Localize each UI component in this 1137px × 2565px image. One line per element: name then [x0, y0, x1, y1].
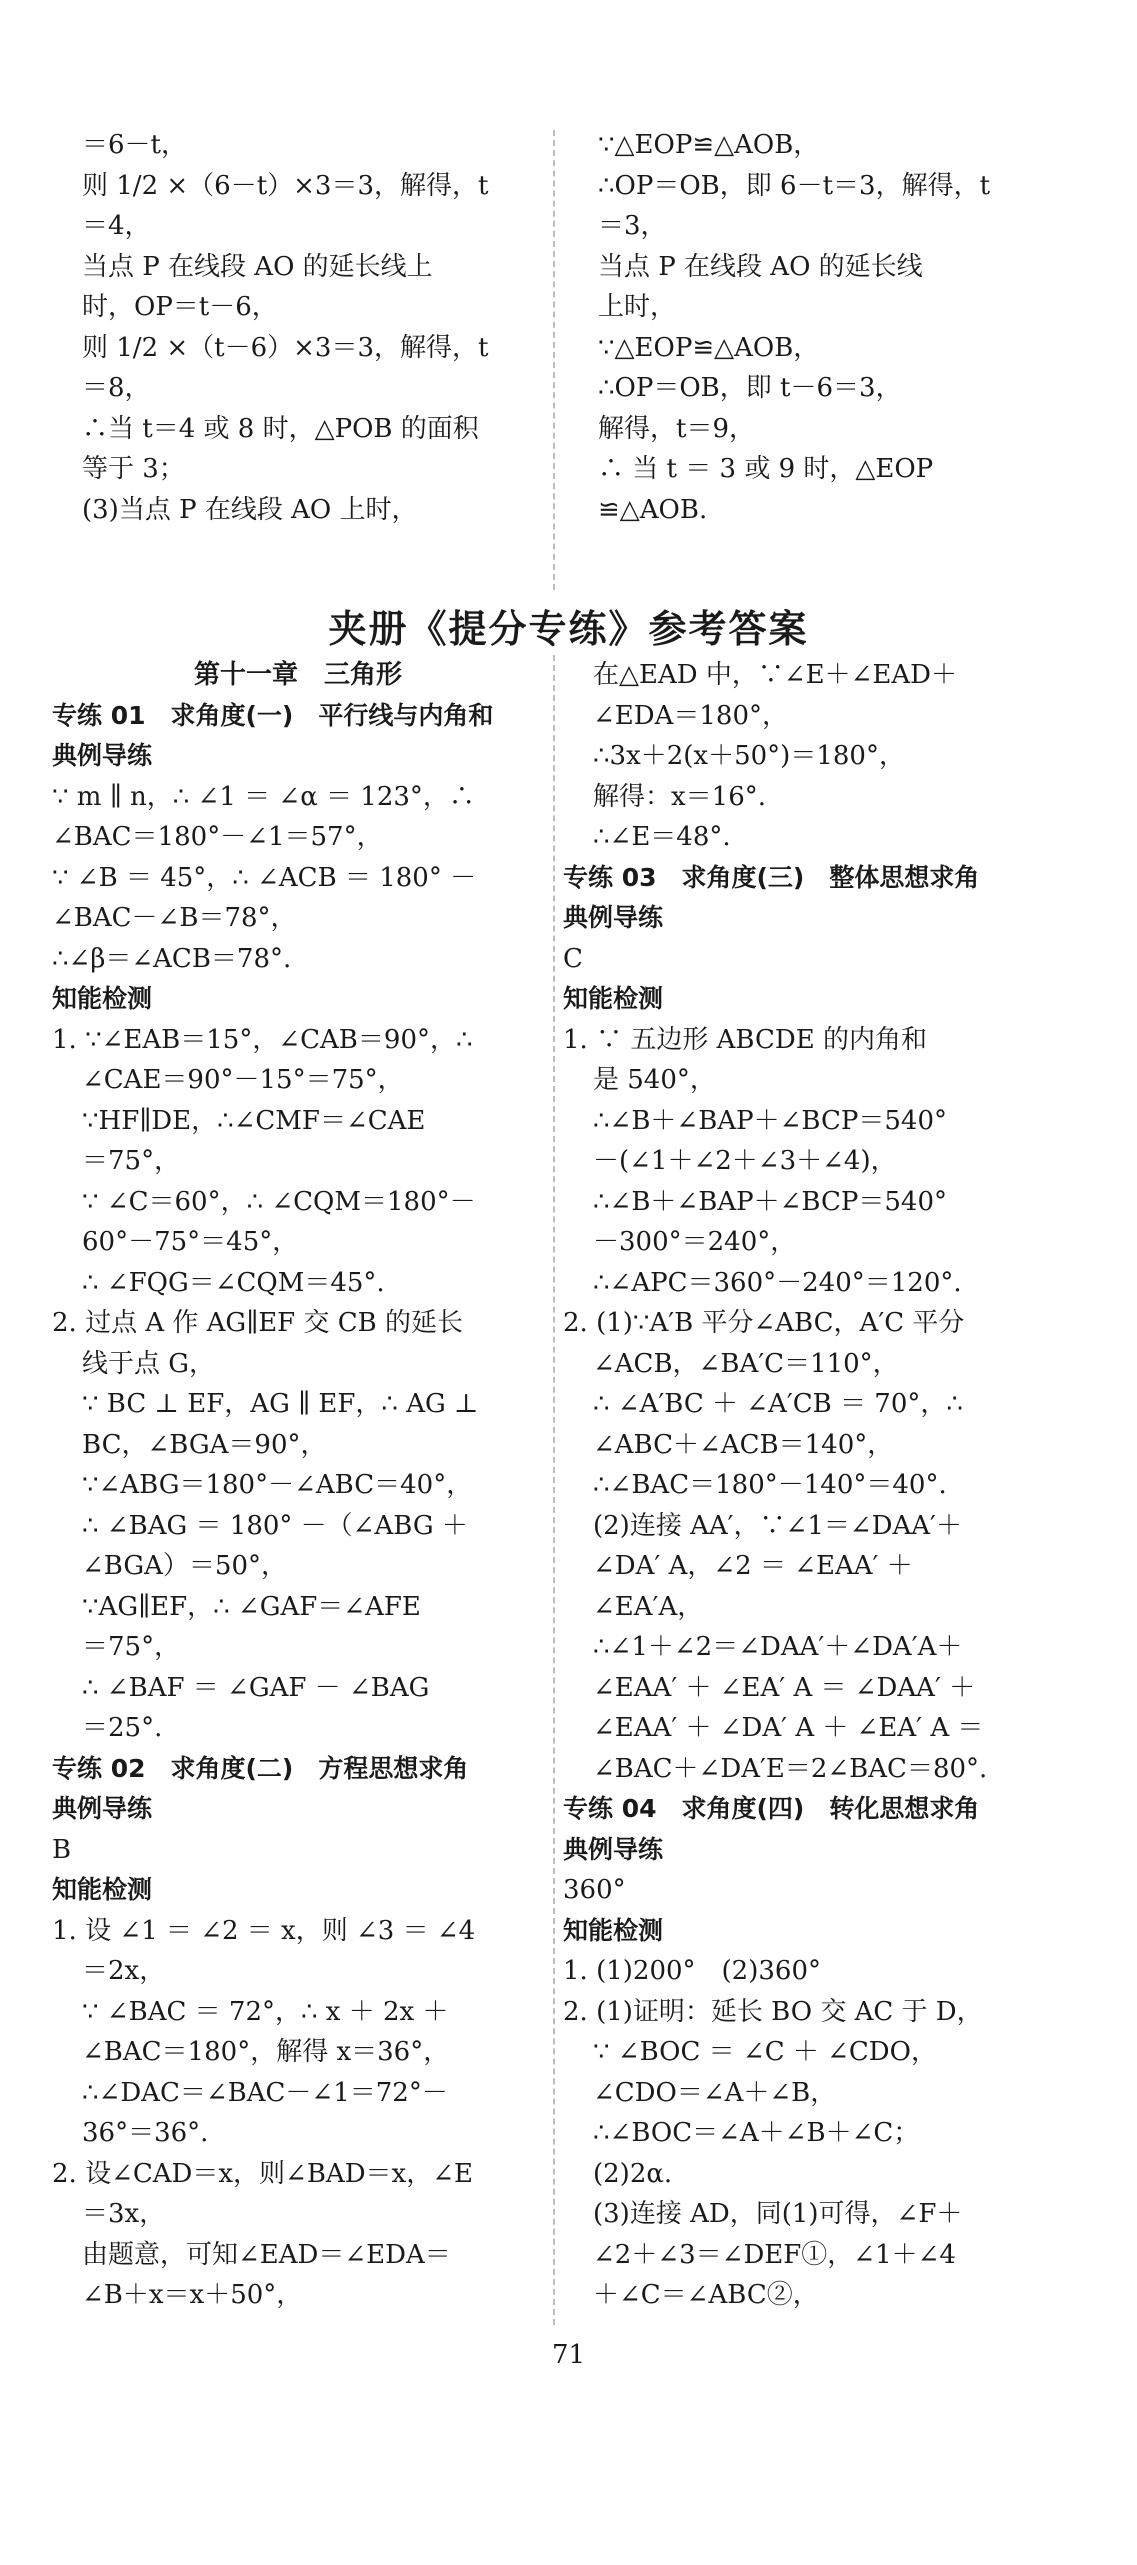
text-line: ∠CDO＝∠A＋∠B， — [593, 2077, 837, 2108]
text-line: 等于 3； — [82, 454, 185, 484]
text-line: ∠EAA′ ＋ ∠EA′ A ＝ ∠DAA′ ＋ — [593, 1672, 976, 1703]
text-line: ∴∠APC＝360°－240°＝120°. — [593, 1267, 962, 1298]
text-line: ∴ ∠BAG ＝ 180° －（∠ABG ＋ — [82, 1510, 468, 1541]
text-line: 1. ∵∠EAB＝15°，∠CAB＝90°，∴ — [52, 1024, 473, 1055]
text-line: ∵ ∠BOC ＝ ∠C ＋ ∠CDO， — [593, 2037, 937, 2067]
text-line: ∠EDA＝180°， — [593, 700, 789, 731]
subsection-heading: 典例导练 — [563, 1834, 664, 1864]
text-line: ∠2＋∠3＝∠DEF①，∠1＋∠4 — [593, 2239, 956, 2270]
text-line: －(∠1＋∠2＋∠3＋∠4)， — [593, 1146, 897, 1176]
text-line: ∴∠BOC＝∠A＋∠B＋∠C； — [593, 2118, 920, 2148]
subsection-heading: 知能检测 — [563, 984, 664, 1013]
text-line: ∴ ∠FQG＝∠CQM＝45°. — [82, 1267, 385, 1298]
text-line: ∴∠1＋∠2＝∠DAA′＋∠DA′A＋ — [593, 1632, 963, 1662]
text-line: ∴∠E＝48°. — [593, 822, 731, 852]
text-line: ＝25°. — [82, 1713, 163, 1743]
text-line: ∠ABC＋∠ACB＝140°， — [593, 1429, 894, 1460]
text-line: ＝8， — [82, 373, 151, 403]
text-line: 当点 P 在线段 AO 的延长线上 — [82, 251, 433, 282]
text-line: ∴ 当 t ＝ 3 或 9 时，△EOP — [598, 454, 934, 484]
text-line: ∵ BC ⊥ EF，AG ∥ EF，∴ AG ⊥ — [82, 1389, 479, 1419]
text-line: 时，OP＝t－6， — [82, 292, 278, 322]
text-line: ∵HF∥DE，∴∠CMF＝∠CAE — [82, 1105, 426, 1136]
text-line: ∠BAC＝180°－∠1＝57°， — [52, 822, 383, 852]
text-line: BC，∠BGA＝90°， — [82, 1429, 327, 1460]
text-line: ∠DA′ A，∠2 ＝ ∠EAA′ ＋ — [593, 1551, 913, 1581]
text-line: ∠B＋x＝x＋50°， — [82, 2280, 303, 2310]
text-line: C — [563, 943, 583, 974]
text-line: ∠ACB，∠BA′C＝110°， — [593, 1348, 899, 1379]
text-line: ∴OP＝OB，即 6－t＝3，解得，t — [598, 170, 991, 201]
text-line: ∵ ∠BAC ＝ 72°，∴ x ＋ 2x ＋ — [82, 1996, 449, 2027]
text-line: ∵△EOP≌△AOB， — [598, 332, 820, 363]
text-line: 则 1/2 ×（t－6）×3＝3，解得，t — [82, 332, 489, 363]
text-line: ∠EAA′ ＋ ∠DA′ A ＋ ∠EA′ A ＝ — [593, 1713, 984, 1743]
section-heading: 专练 03 求角度(三) 整体思想求角 — [563, 862, 980, 892]
text-line: ∴∠β＝∠ACB＝78°. — [52, 943, 292, 974]
subsection-heading: 典例导练 — [563, 903, 664, 932]
text-line: ＝3， — [598, 211, 667, 241]
text-line: ＝2x， — [82, 1956, 166, 1986]
subsection-heading: 典例导练 — [52, 741, 153, 770]
text-line: ∴OP＝OB，即 t－6＝3， — [598, 373, 902, 403]
text-line: (3)当点 P 在线段 AO 上时， — [82, 494, 418, 525]
text-line: ∵AG∥EF，∴ ∠GAF＝∠AFE — [82, 1591, 421, 1622]
text-line: 2. 设∠CAD＝x，则∠BAD＝x，∠E — [52, 2158, 473, 2189]
text-line: 2. 过点 A 作 AG∥EF 交 CB 的延长 — [52, 1308, 464, 1338]
text-line: －300°＝240°， — [593, 1227, 797, 1257]
text-line: ∠BGA）＝50°， — [82, 1551, 288, 1581]
text-line: 60°－75°＝45°， — [82, 1227, 299, 1257]
text-line: 1. ∵ 五边形 ABCDE 的内角和 — [563, 1024, 927, 1055]
text-line: 则 1/2 ×（6－t）×3＝3，解得，t — [82, 170, 489, 201]
text-line: (2)2α. — [593, 2158, 673, 2189]
text-line: 解得：x＝16°. — [593, 781, 767, 812]
text-line: 36°＝36°. — [82, 2118, 209, 2148]
top-left-column — [82, 125, 544, 530]
text-line: ≌△AOB. — [598, 494, 708, 525]
left-column — [52, 655, 544, 2316]
text-line: ∵△EOP≌△AOB， — [598, 130, 820, 160]
text-line: B — [52, 1834, 72, 1865]
text-line: ∴∠B＋∠BAP＋∠BCP＝540° — [593, 1105, 947, 1136]
text-line: (3)连接 AD，同(1)可得，∠F＋ — [593, 2199, 963, 2229]
text-line: ＝6－t， — [82, 130, 187, 160]
text-line: (2)连接 AA′，∵∠1＝∠DAA′＋ — [593, 1510, 962, 1541]
text-line: ＝75°， — [82, 1146, 181, 1176]
text-line: ∵∠ABG＝180°－∠ABC＝40°， — [82, 1470, 473, 1500]
text-line: ＝3x， — [82, 2199, 166, 2229]
subsection-heading: 知能检测 — [52, 984, 153, 1013]
text-line: ∠BAC－∠B＝78°， — [52, 903, 297, 933]
text-line: ＝4， — [82, 211, 151, 241]
section-heading: 专练 01 求角度(一) 平行线与内角和 — [52, 700, 494, 730]
text-line: ∵ ∠B ＝ 45°，∴ ∠ACB ＝ 180° － — [52, 862, 477, 893]
column-divider-main — [553, 655, 555, 2325]
text-line: 2. (1)证明：延长 BO 交 AC 于 D， — [563, 1996, 983, 2027]
text-line: ∴ ∠A′BC ＋ ∠A′CB ＝ 70°，∴ — [593, 1389, 963, 1419]
text-line: 线于点 G， — [82, 1348, 216, 1379]
text-line: ∵ m ∥ n，∴ ∠1 ＝ ∠α ＝ 123°，∴ — [52, 781, 475, 812]
text-line: 上时， — [598, 292, 677, 322]
text-line: ∠BAC＋∠DA′E＝2∠BAC＝80°. — [593, 1753, 988, 1784]
section-heading: 专练 02 求角度(二) 方程思想求角 — [52, 1753, 469, 1783]
text-line: ＝75°， — [82, 1632, 181, 1662]
right-column — [563, 655, 1060, 2316]
top-right-column — [598, 125, 1060, 530]
text-line: 2. (1)∵A′B 平分∠ABC，A′C 平分 — [563, 1308, 965, 1338]
text-line: 360° — [563, 1875, 626, 1905]
text-line: ∠EA′A， — [593, 1591, 704, 1622]
main-title: 夹册《提分专练》参考答案 — [328, 607, 809, 651]
text-line: ∵ ∠C＝60°，∴ ∠CQM＝180°－ — [82, 1186, 476, 1217]
text-line: ∠CAE＝90°－15°＝75°， — [82, 1065, 404, 1095]
subsection-heading: 知能检测 — [52, 1875, 153, 1904]
text-line: ∴ ∠BAF ＝ ∠GAF － ∠BAG — [82, 1672, 430, 1703]
text-line: ∴∠BAC＝180°－140°＝40°. — [593, 1470, 947, 1500]
text-line: 解得，t＝9， — [598, 413, 755, 444]
text-line: 1. (1)200° (2)360° — [563, 1956, 821, 1986]
text-line: 当点 P 在线段 AO 的延长线 — [598, 251, 923, 282]
text-line: ∴∠B＋∠BAP＋∠BCP＝540° — [593, 1186, 947, 1217]
subsection-heading: 典例导练 — [52, 1794, 153, 1823]
text-line: ＋∠C＝∠ABC②， — [593, 2280, 819, 2310]
text-line: 在△EAD 中，∵∠E＋∠EAD＋ — [593, 660, 958, 690]
subsection-heading: 知能检测 — [563, 1915, 664, 1945]
text-line: ∴当 t＝4 或 8 时，△POB 的面积 — [82, 413, 479, 444]
text-line: ∠BAC＝180°，解得 x＝36°， — [82, 2037, 450, 2067]
chapter-heading: 第十一章 三角形 — [193, 660, 402, 690]
section-heading: 专练 04 求角度(四) 转化思想求角 — [563, 1794, 980, 1823]
text-line: ∴∠DAC＝∠BAC－∠1＝72°－ — [82, 2077, 448, 2108]
column-divider-top — [553, 130, 555, 590]
page-number: 71 — [551, 2340, 586, 2370]
text-line: 是 540°， — [593, 1065, 716, 1095]
text-line: ∴3x＋2(x＋50°)＝180°， — [593, 741, 905, 771]
text-line: 1. 设 ∠1 ＝ ∠2 ＝ x，则 ∠3 ＝ ∠4 — [52, 1915, 476, 1946]
text-line: 由题意，可知∠EAD＝∠EDA＝ — [82, 2239, 451, 2270]
